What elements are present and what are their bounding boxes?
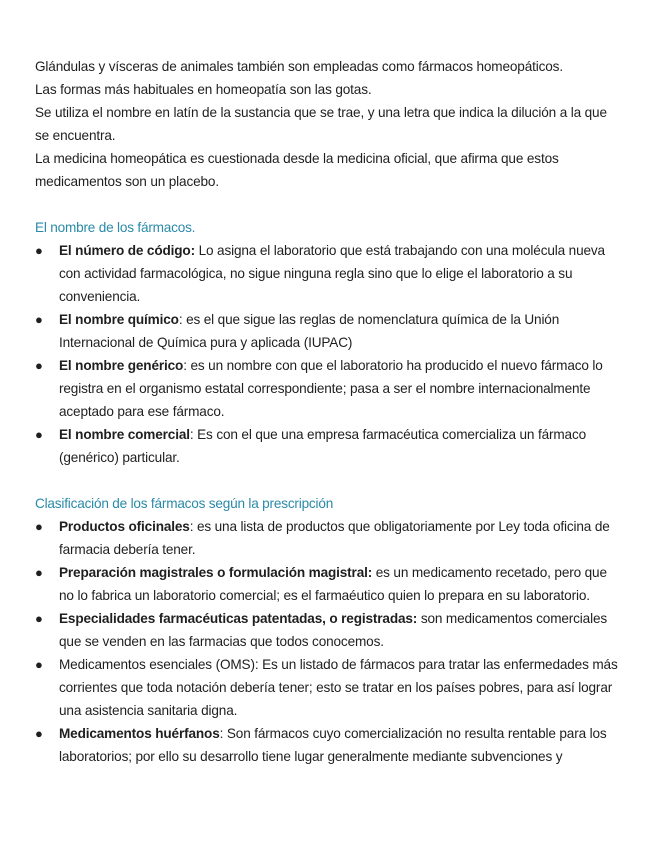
drug-names-list (35, 239, 624, 469)
intro-paragraph: Se utiliza el nombre en latín de la sustancia que se trae, y una letra que indica la dilución a la que se encuentra. (35, 105, 607, 143)
item-term: Preparación magistrales o formulación magistral: (59, 565, 373, 580)
list-item (35, 308, 624, 354)
intro-paragraph: Glándulas y vísceras de animales también son empleadas como fármacos homeopáticos. (35, 59, 563, 74)
item-text: : Son fármacos cuyo comercialización no resulta rentable para los laboratorios; por ello su desarrollo tiene lugar generalmente mediante subvenciones y (59, 726, 607, 764)
item-term: El nombre comercial (59, 427, 190, 442)
item-term: El nombre genérico (59, 358, 184, 373)
item-term: Especialidades farmacéuticas patentadas, o registradas: (59, 611, 418, 626)
section-heading-classification: Clasificación de los fármacos según la prescripción (35, 496, 334, 511)
item-term: Medicamentos huérfanos (59, 726, 220, 741)
item-text: : es una lista de productos que obligatoriamente por Ley toda oficina de farmacia debería tener. (59, 519, 610, 557)
bullet-icon: ● (35, 565, 43, 580)
list-item (35, 515, 624, 561)
list-item (35, 607, 624, 653)
list-item (35, 239, 624, 308)
item-text: : es el que sigue las reglas de nomenclatura química de la Unión Internacional de Química pura y aplicada (IUPAC) (59, 312, 560, 350)
classification-list (35, 515, 624, 768)
bullet-icon: ● (35, 519, 43, 534)
bullet-icon: ● (35, 427, 43, 442)
bullet-icon: ● (35, 726, 43, 741)
bullet-icon: ● (35, 657, 43, 672)
bullet-icon: ● (35, 611, 43, 626)
bullet-icon: ● (35, 243, 43, 258)
bullet-icon: ● (35, 358, 43, 373)
item-text: es un medicamento recetado, pero que no lo fabrica un laboratorio comercial; es el farmaéutico quien lo prepara en su laboratorio. (59, 565, 607, 603)
list-item (35, 423, 624, 469)
item-term: El nombre químico (59, 312, 179, 327)
item-text: Lo asigna el laboratorio que está trabajando con una molécula nueva con actividad farmacológica, no sigue ninguna regla sino que lo elige el laboratorio a su conveniencia. (59, 243, 605, 304)
intro-paragraph: La medicina homeopática es cuestionada desde la medicina oficial, que afirma que estos medicamentos son un placebo. (35, 151, 559, 189)
item-text: : Es con el que una empresa farmacéutica comercializa un fármaco (genérico) particular. (59, 427, 587, 465)
item-term: Productos oficinales (59, 519, 190, 534)
item-text: son medicamentos comerciales que se venden en las farmacias que todos conocemos. (59, 611, 608, 649)
intro-block (35, 55, 624, 193)
list-item (35, 354, 624, 423)
item-text: Medicamentos esenciales (OMS): Es un listado de fármacos para tratar las enfermedades más corrientes que toda notación debería tener; esto se tratar en los países pobres, para así lograr una asistencia sanitaria digna. (59, 657, 618, 718)
item-term: El número de código: (59, 243, 195, 258)
section-heading-drug-names: El nombre de los fármacos. (35, 220, 196, 235)
intro-paragraph: Las formas más habituales en homeopatía son las gotas. (35, 82, 372, 97)
list-item (35, 561, 624, 607)
list-item (35, 653, 624, 722)
item-text: : es un nombre con que el laboratorio ha producido el nuevo fármaco lo registra en el organismo estatal correspondiente; pasa a ser el nombre internacionalmente aceptado para ese fármaco. (59, 358, 603, 419)
bullet-icon: ● (35, 312, 43, 327)
list-item (35, 722, 624, 768)
